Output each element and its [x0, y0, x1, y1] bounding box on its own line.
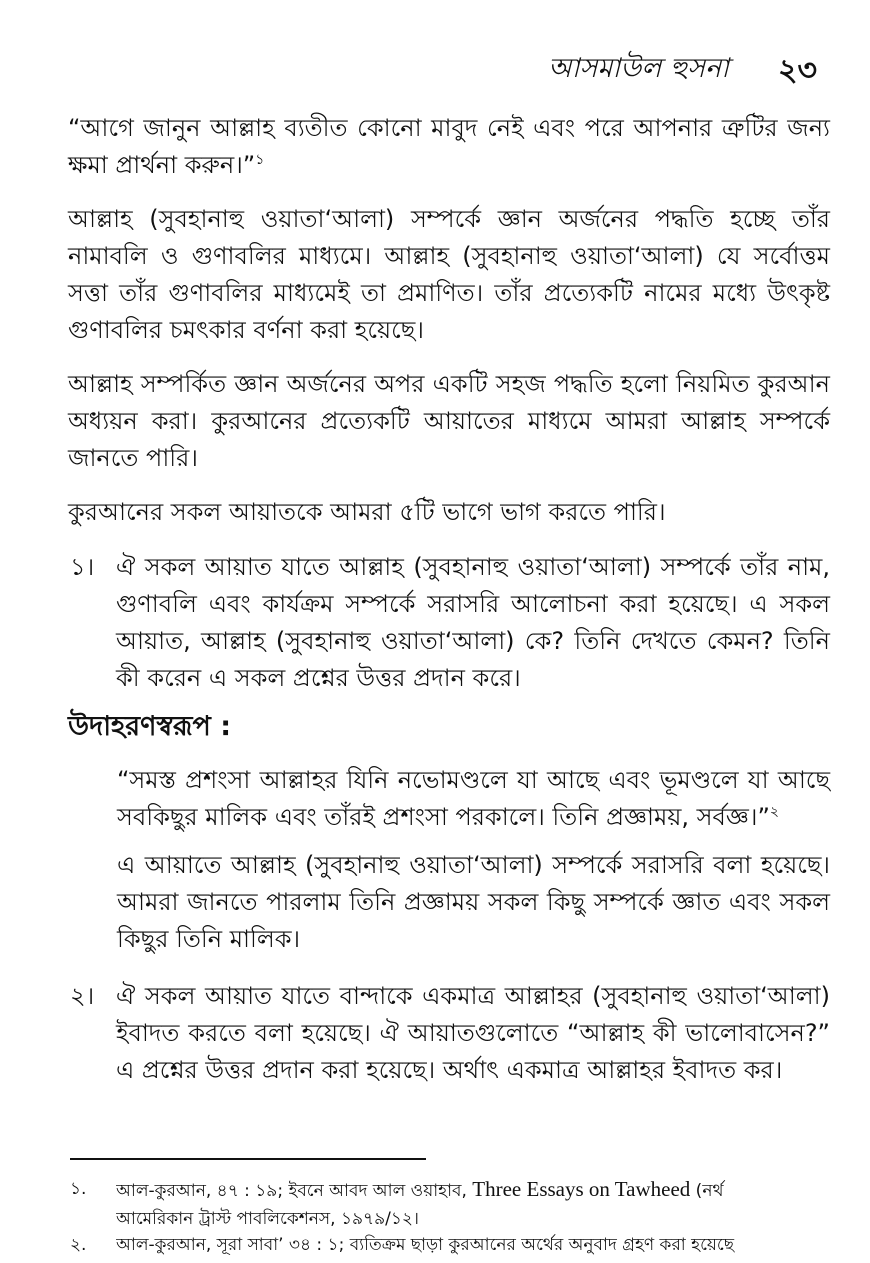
paragraph-1: আল্লাহ (সুবহানাহু ওয়াতা‘আলা) সম্পর্কে জ্ঞান অর্জনের পদ্ধতি হচ্ছে তাঁর নামাবলি ও গুণাবলির মাধ্যমে। আল্লাহ (সুবহানাহু ওয়াতা‘আলা) যে সর্বোত্তম সত্তা তাঁর গুণাবলির মাধ্যমেই তা প্রমাণিত। তাঁর প্রত্যেকটি নামের মধ্যে উৎকৃষ্ট গুণাবলির চমৎকার বর্ণনা করা হয়েছে। — [68, 205, 830, 344]
list-item-2-number: ২। — [70, 982, 95, 1010]
footnote-2-text: আল-কুরআন, সূরা সাবা’ ৩৪ : ১; ব্যতিক্রম ছাড়া কুরআনের অর্থের অনুবাদ গ্রহণ করা হয়েছে — [116, 1235, 735, 1255]
footnote-1-number: ১. — [70, 1179, 87, 1199]
intro-quote-text: “আগে জানুন আল্লাহ ব্যতীত কোনো মাবুদ নেই এবং পরে আপনার ত্রুটির জন্য ক্ষমা প্রার্থনা করুন।” — [68, 114, 830, 179]
example-explanation: এ আয়াতে আল্লাহ (সুবহানাহু ওয়াতা‘আলা) সম্পর্কে সরাসরি বলা হয়েছে। আমরা জানতে পারলাম তিনি প্রজ্ঞাময় সকল কিছু সম্পর্কে জ্ঞাত এবং সকল কিছুর তিনি মালিক। — [117, 851, 830, 953]
running-header — [0, 48, 870, 88]
running-title: আসমাউল হুসনা — [548, 53, 729, 84]
list-item-1-number: ১। — [70, 553, 95, 581]
footnote-1-line-2: আমেরিকান ট্রাস্ট পাবলিকেশনস, ১৯৭৯/১২। — [116, 1209, 419, 1229]
paragraph-3: কুরআনের সকল আয়াতকে আমরা ৫টি ভাগে ভাগ করতে পারি। — [68, 498, 666, 526]
page-number: ২৩ — [778, 53, 818, 88]
footnote-1-line-1b: (নর্থ — [690, 1181, 724, 1201]
footnote-ref-1: ১ — [255, 152, 265, 168]
footnote-2-number: ২. — [70, 1235, 87, 1255]
intro-quote — [68, 110, 830, 184]
paragraph-2: আল্লাহ সম্পর্কিত জ্ঞান অর্জনের অপর একটি সহজ পদ্ধতি হলো নিয়মিত কুরআন অধ্যয়ন করা। কুরআনের প্রত্যেকটি আয়াতের মাধ্যমে আমরা আল্লাহ সম্পর্কে জানতে পারি। — [68, 370, 830, 472]
footnote-1-line-1a: আল-কুরআন, ৪৭ : ১৯; ইবনে আবদ আল ওয়াহাব, — [116, 1181, 473, 1201]
footnote-divider — [70, 1158, 426, 1160]
list-item-1-text: ঐ সকল আয়াত যাতে আল্লাহ (সুবহানাহু ওয়াতা‘আলা) সম্পর্কে তাঁর নাম, গুণাবলি এবং কার্যক্রম সম্পর্কে সরাসরি আলোচনা করা হয়েছে। এ সকল আয়াত, আল্লাহ (সুবহানাহু ওয়াতা‘আলা) কে? তিনি দেখতে কেমন? তিনি কী করেন এ সকল প্রশ্নের উত্তর প্রদান করে। — [116, 553, 830, 692]
example-quote — [117, 762, 830, 836]
example-heading: উদাহরণস্বরূপ : — [68, 711, 232, 742]
footnote-1-text — [116, 1175, 830, 1233]
list-item-2-text: ঐ সকল আয়াত যাতে বান্দাকে একমাত্র আল্লাহর (সুবহানাহু ওয়াতা‘আলা) ইবাদত করতে বলা হয়েছে। ঐ আয়াতগুলোতে “আল্লাহ কী ভালোবাসেন?” এ প্রশ্নের উত্তর প্রদান করা হয়েছে। অর্থাৎ একমাত্র আল্লাহর ইবাদত কর। — [116, 982, 830, 1084]
footnote-ref-2: ২ — [769, 804, 779, 820]
example-quote-text: “সমস্ত প্রশংসা আল্লাহর যিনি নভোমণ্ডলে যা আছে এবং ভূমণ্ডলে যা আছে সবকিছুর মালিক এবং তাঁরই প্রশংসা পরকালে। তিনি প্রজ্ঞাময়, সর্বজ্ঞ।” — [117, 766, 830, 831]
footnote-1-book-title: Three Essays on Tawheed — [472, 1177, 691, 1201]
